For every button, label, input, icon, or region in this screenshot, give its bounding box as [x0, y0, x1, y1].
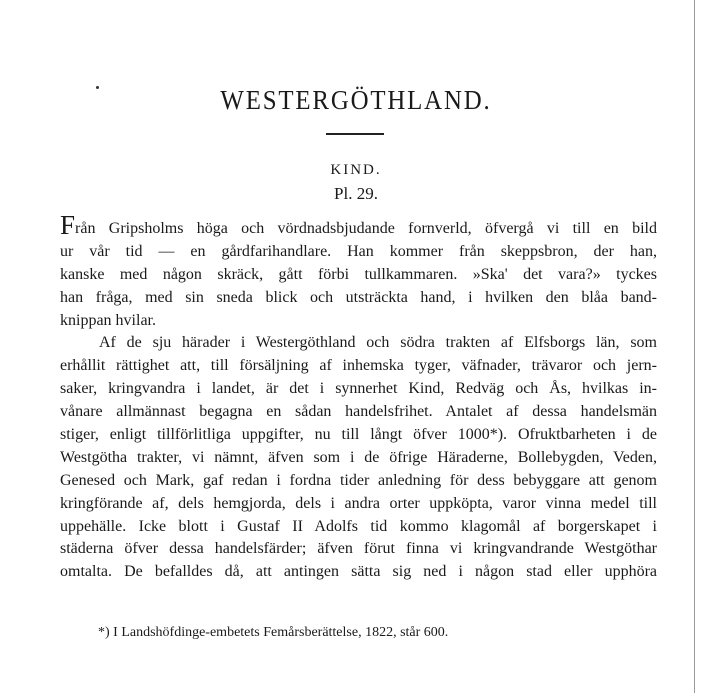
paragraph-line: knippan hvilar. [60, 311, 156, 329]
paragraph-line: städerna öfver dessa handelsfärder; äfven förut finna vi kringvandrande Westgöthar [60, 540, 657, 558]
paragraph-line: erhållit rättighet att, till försäljning af inhemska tyger, väfnader, trävaror och jern- [60, 357, 657, 375]
body-text [60, 210, 657, 584]
drop-cap: F [60, 210, 76, 240]
page-title: WESTERGÖTHLAND. [220, 85, 492, 115]
paragraph-line: Af de sju härader i Westergöthland och södra trakten af Elfsborgs län, som [99, 334, 657, 352]
paragraph-line: stiger, enligt tillförlitliga uppgifter, nu till långt öfver 1000*). Ofruktbarheten i de [60, 426, 657, 444]
paragraph-line: Westgötha trakter, vi nämnt, äfven som i de öfrige Häraderne, Bollebygden, Veden, [60, 448, 657, 466]
paragraph-line: han fråga, med sin sneda blick och utsträckta hand, i hvilken den blåa band- [60, 288, 657, 306]
section-heading: KIND. [330, 162, 382, 178]
paragraph-line: uppehälle. Icke blott i Gustaf II Adolfs tid kommo klagomål af borgerskapet i [60, 517, 657, 535]
paragraph-line: Genesed och Mark, gaf redan i fordna tider anledning för dess bebyggare att genom [60, 471, 657, 489]
paragraph-line [60, 210, 657, 241]
line-text: rån Gripsholms höga och vördnadsbjudande fornverld, öfvergå vi till en bild [75, 220, 657, 237]
page-edge-line [694, 0, 695, 693]
paragraph-line: omtalta. De befalldes då, att antingen sätta sig ned i någon stad eller upphöra [60, 563, 657, 581]
paragraph-line: kanske med någon skräck, gått förbi tullkammaren. »Ska' det vara?» tyckes [60, 265, 657, 283]
paragraph-line: kringförande af, dels hemgjorda, dels i andra orter uppköpta, varor vinna medel till [60, 494, 657, 512]
paragraph-line: ur vår tid — en gårdfarihandlare. Han kommer från skeppsbron, der han, [60, 242, 657, 260]
plate-number: Pl. 29. [334, 184, 378, 203]
title-rule [326, 133, 384, 135]
footnote: *) I Landshöfdinge-embetets Femårsberättelse, 1822, står 600. [98, 625, 449, 640]
paragraph-line: saker, kringvandra i landet, är det i synnerhet Kind, Redväg och Ås, hvilkas in- [60, 380, 657, 398]
paragraph-line: vånare allmännast begagna en sådan handelsfrihet. Antalet af dessa handelsmän [60, 403, 657, 421]
